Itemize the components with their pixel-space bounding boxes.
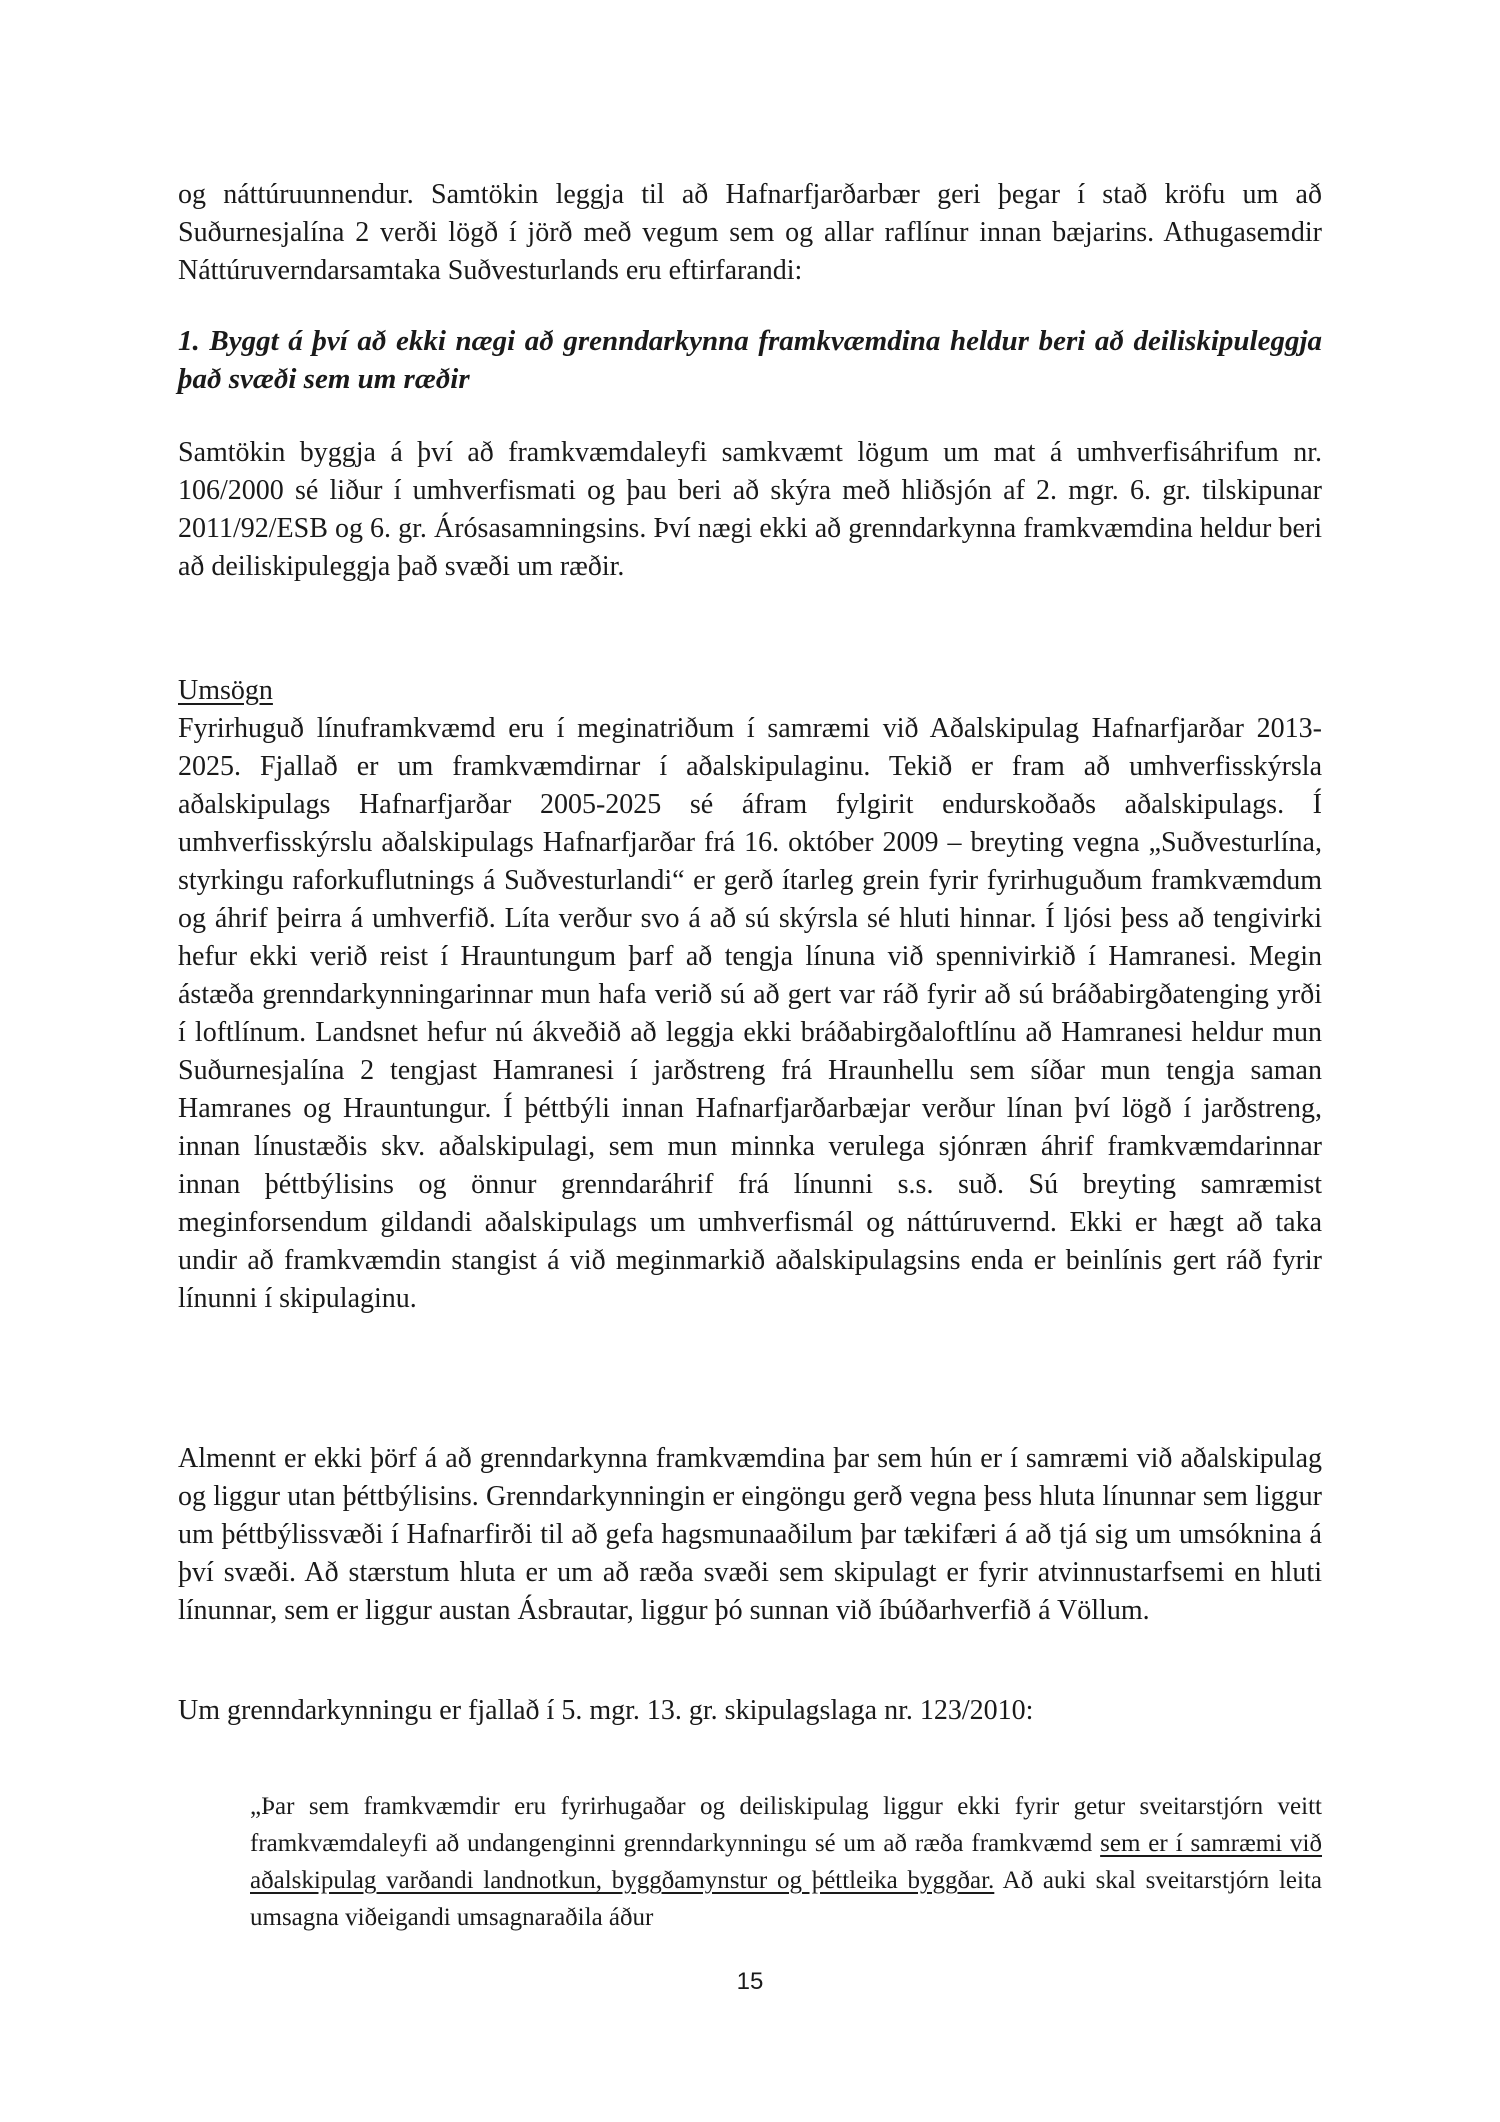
quote-text-part-1: „Þar sem framkvæmdir eru fyrirhugaðar og deiliskipulag liggur ekki fyrir getur sveitarstjórn veitt framkvæmdaleyfi að undangenginni grenndarkynningu sé um að ræða framkvæmd	[250, 1793, 1322, 1857]
response-paragraph-2-block	[178, 1440, 1322, 1630]
law-reference: Um grenndarkynningu er fjallað í 5. mgr. 13. gr. skipulagslaga nr. 123/2010:	[178, 1695, 1034, 1726]
intro-paragraph: og náttúruunnendur. Samtökin leggja til að Hafnarfjarðarbær geri þegar í stað kröfu um að Suðurnesjalína 2 verði lögð í jörð með vegum sem og allar raflínur innan bæjarins. Athugasemdir Náttúruverndarsamtaka Suðvesturlands eru eftirfarandi:	[178, 179, 1322, 286]
section-paragraph-block	[178, 434, 1322, 586]
response-label: Umsögn	[178, 675, 273, 706]
law-reference-block	[178, 1692, 1322, 1730]
page-number: 15	[736, 1968, 764, 1995]
response-block	[178, 672, 1322, 1318]
intro-paragraph-block	[178, 176, 1322, 290]
quote-text-part-2: Að auki skal sveitarstjórn leita umsagna viðeigandi umsagnaraðila áður	[250, 1867, 1322, 1931]
section-paragraph: Samtökin byggja á því að framkvæmdaleyfi samkvæmt lögum um mat á umhverfisáhrifum nr. 106/2000 sé liður í umhverfismati og þau beri að skýra með hliðsjón af 2. mgr. 6. gr. tilskipunar 2011/92/ESB og 6. gr. Árósasamningsins. Því nægi ekki að grenndarkynna framkvæmdina heldur beri að deiliskipuleggja það svæði um ræðir.	[178, 437, 1322, 582]
section-heading: 1. Byggt á því að ekki nægi að grenndarkynna framkvæmdina heldur beri að deiliskipuleggja það svæði sem um ræðir	[178, 325, 1322, 395]
response-paragraph-2: Almennt er ekki þörf á að grenndarkynna framkvæmdina þar sem hún er í samræmi við aðalskipulag og liggur utan þéttbýlisins. Grenndarkynningin er eingöngu gerð vegna þess hluta línunnar sem liggur um þéttbýlissvæði í Hafnarfirði til að gefa hagsmunaaðilum þar tækifæri á að tjá sig um umsóknina á því svæði. Að stærstum hluta er um að ræða svæði sem skipulagt er fyrir atvinnustarfsemi en hluti línunnar, sem er liggur austan Ásbrautar, liggur þó sunnan við íbúðarhverfið á Völlum.	[178, 1443, 1322, 1626]
law-quote	[250, 1788, 1322, 1936]
response-paragraph-1: Fyrirhuguð línuframkvæmd eru í meginatriðum í samræmi við Aðalskipulag Hafnarfjarðar 2013-2025. Fjallað er um framkvæmdirnar í aðalskipulaginu. Tekið er fram að umhverfisskýrsla aðalskipulags Hafnarfjarðar 2005-2025 sé áfram fylgirit endurskoðaðs aðalskipulags. Í umhverfisskýrslu aðalskipulags Hafnarfjarðar frá 16. október 2009 – breyting vegna „Suðvesturlína, styrkingu raforkuflutnings á Suðvesturlandi“ er gerð ítarleg grein fyrir fyrirhuguðum framkvæmdum og áhrif þeirra á umhverfið. Líta verður svo á að sú skýrsla sé hluti hinnar. Í ljósi þess að tengivirki hefur ekki verið reist í Hrauntungum þarf að tengja línuna við spennivirkið í Hamranesi. Megin ástæða grenndarkynningarinnar mun hafa verið sú að gert var ráð fyrir að sú bráðabirgðatenging yrði í loftlínum. Landsnet hefur nú ákveðið að leggja ekki bráðabirgðaloftlínu að Hamranesi heldur mun Suðurnesjalína 2 tengjast Hamranesi í jarðstreng frá Hraunhellu sem síðar mun tengja saman Hamranes og Hrauntungur. Í þéttbýli innan Hafnarfjarðarbæjar verður línan því lögð í jarðstreng, innan línustæðis skv. aðalskipulagi, sem mun minnka verulega sjónræn áhrif framkvæmdarinnar innan þéttbýlisins og önnur grenndaráhrif frá línunni s.s. suð. Sú breyting samræmist meginforsendum gildandi aðalskipulags um umhverfismál og náttúruvernd. Ekki er hægt að taka undir að framkvæmdin stangist á við meginmarkið aðalskipulagsins enda er beinlínis gert ráð fyrir línunni í skipulaginu.	[178, 713, 1322, 1314]
quote-underlined-text: sem er í samræmi við aðalskipulag varðandi landnotkun, byggðamynstur og þéttleika byggðar.	[250, 1830, 1322, 1894]
section-heading-block	[178, 322, 1322, 398]
